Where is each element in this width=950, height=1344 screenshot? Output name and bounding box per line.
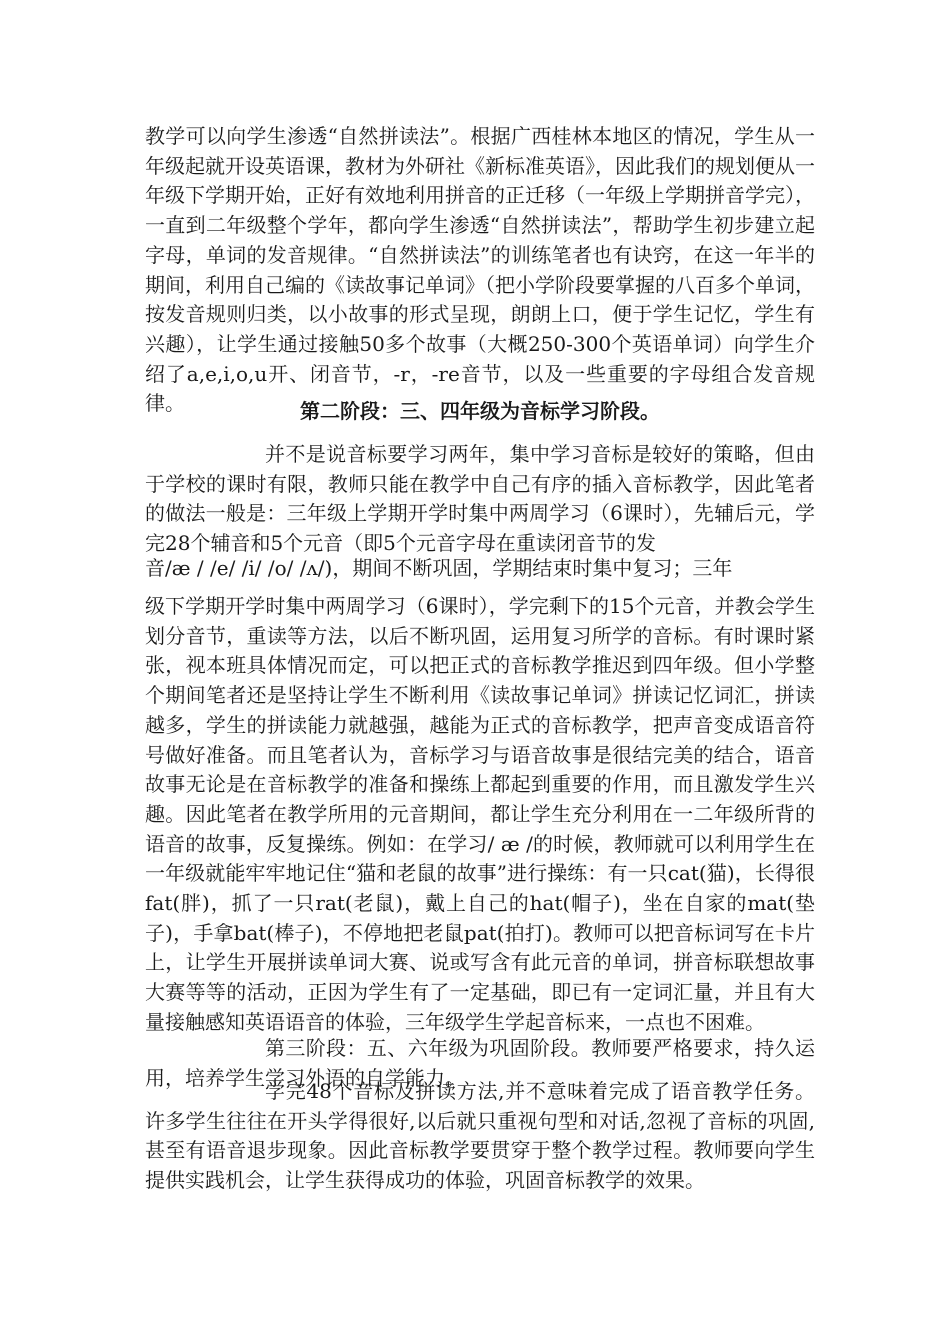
body-paragraph-phonetic-symbols-line: 音/æ / /e/ /i/ /o/ /ʌ/)，期间不断巩固，学期结束时集中复习；三年 bbox=[145, 556, 733, 580]
body-paragraph-natural-phonics: 教学可以向学生渗透“自然拼读法”。根据广西桂林本地区的情况，学生从一年级起就开设英语课，教材为外研社《新标准英语》，因此我们的规划便从一年级下学期开始，正好有效地利用拼音的正迁移（一年级上学期拼音学完），一直到二年级整个学年，都向学生渗透“自然拼读法”，帮助学生初步建立起字母，单词的发音规律。“自然拼读法”的训练笔者也有诀窍，在这一年半的期间，利用自己编的《读故事记单词》（把小学阶段要掌握的八百多个单词，按发音规则归类，以小故事的形式呈现，朗朗上口，便于学生记忆，学生有兴趣），让学生通过接触50多个故事（大概250-300个英语单词）向学生介绍了a,e,i,o,u开、闭音节，-r，-re音节，以及一些重要的字母组合发音规律。 bbox=[145, 124, 815, 416]
body-paragraph-consolidation: 学完48个音标及拼读方法,并不意味着完成了语音教学任务。许多学生往往在开头学得很好,以后就只重视句型和对话,忽视了音标的巩固,甚至有语音退步现象。因此音标教学要贯穿于整个教学过程。教师要向学生提供实践机会，让学生获得成功的体验，巩固音标教学的效果。 bbox=[145, 1079, 815, 1193]
body-paragraph-phonetics-practice: 级下学期开学时集中两周学习（6课时），学完剩下的15个元音，并教会学生划分音节，重读等方法，以后不断巩固，运用复习所学的音标。有时课时紧张，视本班具体情况而定，可以把正式的音标教学推迟到四年级。但小学整个期间笔者还是坚持让学生不断利用《读故事记单词》拼读记忆词汇，拼读越多，学生的拼读能力就越强，越能为正式的音标教学，把声音变成语音符号做好准备。而且笔者认为，音标学习与语音故事是很结完美的结合，语音故事无论是在音标教学的准备和操练上都起到重要的作用，而且激发学生兴趣。因此笔者在教学所用的元音期间，都让学生充分利用在一二年级所背的语音的故事，反复操练。例如：在学习/ æ /的时候，教师就可以利用学生在一年级就能牢牢地记住“猫和老鼠的故事”进行操练：有一只cat(猫)，长得很fat(胖)，抓了一只rat(老鼠)，戴上自己的hat(帽子)，坐在自家的mat(垫子)，手拿bat(棒子)，不停地把老鼠pat(拍打)。教师可以把音标词写在卡片上，让学生开展拼读单词大赛、说或写含有此元音的单词，拼音标联想故事大赛等等的活动，正因为学生有了一定基础，即已有一定词汇量，并且有大量接触感知英语语音的体验，三年级学生学起音标来，一点也不困难。 bbox=[145, 594, 815, 1034]
body-paragraph-phonetics-intro: 并不是说音标要学习两年，集中学习音标是较好的策略，但由于学校的课时有限，教师只能在教学中自己有序的插入音标教学，因此笔者的做法一般是：三年级上学期开学时集中两周学习（6课时），先辅后元，学完28个辅音和5个元音（即5个元音字母在重读闭音节的发 bbox=[145, 442, 815, 556]
body-paragraph-stage-3: 第三阶段：五、六年级为巩固阶段。教师要严格要求，持久运用，培养学生学习外语的自学能力。 bbox=[145, 1036, 815, 1090]
section-heading-stage-2: 第二阶段：三、四年级为音标学习阶段。 bbox=[300, 399, 660, 423]
